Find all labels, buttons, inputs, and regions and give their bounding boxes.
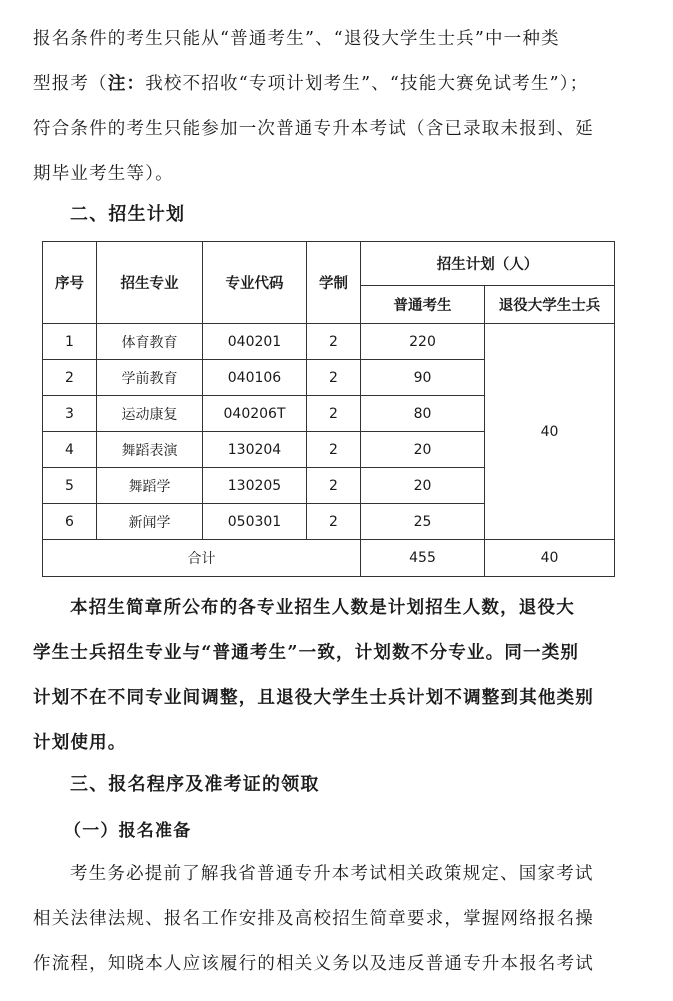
table-row [43,324,615,360]
header-plan: 招生计划（人） [361,242,615,286]
note-line-4: 计划使用。 [33,733,127,753]
row-code: 040206T [203,396,307,432]
intro-line-4: 期毕业考生等）。 [33,164,174,184]
header-seq: 序号 [43,242,97,324]
row-years: 2 [307,324,361,360]
row-regular: 25 [361,504,485,540]
section-3-line-1: 考生务必提前了解我省普通专升本考试相关政策规定、国家考试 [70,864,594,884]
intro-line-2-prefix: 型报考（ [33,74,108,94]
enrollment-plan-table [42,241,615,577]
intro-line-2 [33,71,633,97]
note-label: 注： [107,74,146,94]
intro-line-1: 报名条件的考生只能从“普通考生”、“退役大学生士兵”中一种类 [33,29,560,49]
row-years: 2 [307,504,361,540]
total-label: 合计 [43,540,361,577]
row-code: 040201 [203,324,307,360]
section-3-line-3: 作流程，知晓本人应该履行的相关义务以及违反普通专升本报名考试 [33,954,594,974]
section-2-heading: 二、招生计划 [70,204,186,225]
row-seq: 4 [43,432,97,468]
row-major: 体育教育 [97,324,203,360]
row-years: 2 [307,396,361,432]
header-years: 学制 [307,242,361,324]
row-code: 130204 [203,432,307,468]
row-code: 130205 [203,468,307,504]
row-code: 050301 [203,504,307,540]
row-regular: 80 [361,396,485,432]
table-total-row [43,540,615,577]
note-line-3: 计划不在不同专业间调整，且退役大学生士兵计划不调整到其他类别 [33,688,594,708]
row-code: 040106 [203,360,307,396]
row-years: 2 [307,360,361,396]
row-seq: 6 [43,504,97,540]
row-major: 学前教育 [97,360,203,396]
header-major: 招生专业 [97,242,203,324]
row-major: 舞蹈表演 [97,432,203,468]
note-line-1: 本招生简章所公布的各专业招生人数是计划招生人数，退役大 [70,598,575,618]
row-seq: 1 [43,324,97,360]
section-3-heading: 三、报名程序及准考证的领取 [70,774,320,795]
table-header-row-1 [43,242,615,286]
header-veteran: 退役大学生士兵 [485,286,615,324]
total-veteran: 40 [485,540,615,577]
row-seq: 2 [43,360,97,396]
row-years: 2 [307,468,361,504]
row-major: 新闻学 [97,504,203,540]
section-3-line-2: 相关法律法规、报名工作安排及高校招生简章要求，掌握网络报名操 [33,909,594,929]
row-seq: 3 [43,396,97,432]
row-major: 运动康复 [97,396,203,432]
row-regular: 90 [361,360,485,396]
row-seq: 5 [43,468,97,504]
row-regular: 220 [361,324,485,360]
row-years: 2 [307,432,361,468]
veteran-merged-cell: 40 [485,324,615,540]
intro-line-2-suffix: 我校不招收“专项计划考生”、“技能大赛免试考生”）； [145,74,589,94]
header-code: 专业代码 [203,242,307,324]
total-regular: 455 [361,540,485,577]
section-3-subheading: （一）报名准备 [64,821,192,841]
row-regular: 20 [361,468,485,504]
note-line-2: 学生士兵招生专业与“普通考生”一致，计划数不分专业。同一类别 [33,643,580,663]
intro-line-3: 符合条件的考生只能参加一次普通专升本考试（含已录取未报到、延 [33,119,594,139]
row-major: 舞蹈学 [97,468,203,504]
header-regular: 普通考生 [361,286,485,324]
row-regular: 20 [361,432,485,468]
